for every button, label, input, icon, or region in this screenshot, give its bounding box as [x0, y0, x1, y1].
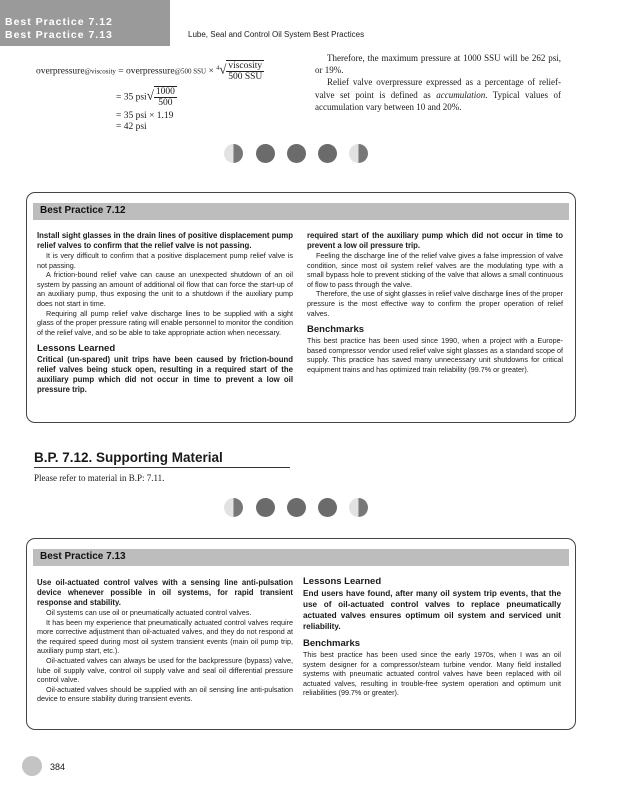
separator-dot-icon: [318, 498, 337, 517]
formula-times: ×: [208, 66, 214, 77]
bp713-para-3: Oil-actuated valves can always be used for the backpressure (bypass) valve, lube oil supply valve, control oil supply valve and seal oil differential pressure control valve.: [37, 655, 293, 685]
bp712-lessons-continued: required start of the auxiliary pump which did not occur in time to prevent a low oil pressure trip.: [307, 231, 563, 250]
formula-line-3: = 35 psi × 1.19: [116, 111, 174, 121]
formula-visc-den: 500 SSU: [228, 72, 263, 83]
bp713-lead: Use oil-actuated control valves with a sensing line anti-pulsation device whenever possible in oil systems, for rapid transient response and stability.: [37, 578, 293, 607]
separator-dot-icon: [287, 144, 306, 163]
separator-dot-icon: [349, 498, 368, 517]
bp713-benchmarks-heading: Benchmarks: [303, 638, 361, 649]
formula-l2-den: 500: [158, 98, 173, 109]
best-practice-713-box: [26, 538, 576, 730]
bp712-lessons-lead: Critical (un-spared) unit trips have been caused by friction-bound relief valves being stuck open, resulting in a required start of the auxiliary pump which did not occur in time to prevent a low oil pressure trip.: [37, 355, 293, 395]
separator-dot-icon: [224, 498, 243, 517]
supporting-material-text: Please refer to material in B.P: 7.11.: [34, 473, 165, 483]
formula-l2-prefix: = 35 psi: [116, 92, 147, 103]
supporting-title-rule: [34, 467, 290, 468]
bp712-lead: Install sight glasses in the drain lines of positive displacement pump relief valves to confirm that the relief valve is not passing.: [37, 231, 293, 250]
bp713-lessons: End users have found, after many oil system trip events, that the use of oil-actuated control valves to replace pneumatically actuated valves ensures optimum oil system and serviced unit reliability.: [303, 589, 561, 631]
bp712-para-2: A friction-bound relief valve can cause an unexpected shutdown of an oil system by passing an amount of additional oil flow that can force the start-up of an auxiliary pump, thus exposing the unit to a shutdown if the auxiliary pump does not start in time.: [37, 270, 293, 308]
formula-l2-fraction: [154, 86, 177, 108]
right-col-para-2: [315, 76, 561, 113]
bp713-benchmarks: This best practice has been used since the early 1970s, when I was an oil system designer for a compressor/steam turbine vendor. Many field installed systems with pneumatic actuated control valves have been replaced with oil actuated valves, resulting in trouble-free system operation and optimum unit reliabilities (99.7% or greater).: [303, 650, 561, 698]
bp713-right-column: [303, 576, 561, 698]
header-tab: [0, 0, 170, 46]
bp713-para-1: Oil systems can use oil or pneumatically actuated control valves.: [46, 608, 252, 617]
bp712-right-para-2: Therefore, the use of sight glasses in relief valve discharge lines of the proper pressure is the most effective way to confirm the proper operation of relief valves.: [307, 289, 563, 318]
running-header-title: Lube, Seal and Control Oil System Best Practices: [188, 30, 365, 39]
bp713-heading: Best Practice 7.13: [40, 551, 126, 562]
bp713-para-2: It has been my experience that pneumatically actuated control valves require more corrective adjustment than oil-actuated valves, and they do not respond at the required speed during most oil system transient events (main oil pump trip, auxiliary pump start, etc.).: [37, 617, 293, 656]
bp712-left-column: [37, 231, 293, 395]
header-bp-712: Best Practice 7.12: [5, 16, 113, 28]
formula-visc-num: viscosity: [228, 61, 263, 71]
formula-line-2: = 35 psi√ $\frac{1000}{500}$: [116, 87, 175, 109]
bp713-para-4: Oil-actuated valves should be supplied with an oil sensing line anti-pulsation device to ensure stability during transient events.: [37, 684, 293, 704]
formula-root-index: 4: [216, 65, 220, 72]
right-column-text: [315, 52, 561, 113]
formula-line-1: overpressure@viscosity = overpressure@500 SSU × $^4$√ $\frac{\text{viscosity}}{\text{500 SSU}}$: [36, 61, 263, 83]
separator-dot-icon: [349, 144, 368, 163]
formula-rhs-sub: @500 SSU: [174, 67, 207, 76]
bp713-heading-bar: [33, 549, 569, 566]
separator-dot-icon: [256, 498, 275, 517]
separator-dot-icon: [224, 144, 243, 163]
separator-dot-icon: [287, 498, 306, 517]
bp712-para-3: Requiring all pump relief valve discharge lines to be supplied with a sight glass of the proper pressure rating will enable personnel to monitor the condition of the relief valve, and so be able to take appropriate action when necessary.: [37, 308, 293, 337]
formula-lhs: overpressure: [36, 66, 85, 77]
bp712-lessons-heading: Lessons Learned: [37, 343, 116, 355]
bp712-heading: Best Practice 7.12: [40, 205, 126, 216]
bp712-benchmarks-heading: Benchmarks: [307, 324, 365, 336]
right-col-p2-a: Relief valve overpressure expressed as a percentage of relief-valve set point is defined as: [315, 77, 561, 100]
page-number-circle: [22, 756, 42, 776]
bp712-heading-bar: [33, 203, 569, 220]
supporting-material-title: B.P. 7.12. Supporting Material: [34, 450, 223, 465]
bp712-right-column: [307, 231, 563, 375]
right-col-p2-em: accumulation: [436, 89, 486, 100]
separator-dot-icon: [256, 144, 275, 163]
formula-eq: =: [118, 66, 124, 77]
separator-dot-icon: [318, 144, 337, 163]
formula-lhs-sub: @viscosity: [84, 67, 116, 76]
right-col-p2-b: . Typical values of accumulation vary between 10 and 20%.: [315, 89, 561, 112]
best-practice-712-box: [26, 192, 576, 423]
formula-rhs: overpressure: [126, 66, 175, 77]
formula-visc-fraction: [226, 60, 264, 82]
formula-l2-num: 1000: [155, 87, 175, 97]
bp712-benchmarks: This best practice has been used since 1990, when a project with a Europe-based compressor vendor used relief valve sight glasses as a standard scope of supply. This practice has saved many unnecessary unit shutdowns for critical equipment trains and has optimized train reliability (99.7% or greater).: [307, 336, 563, 374]
page-number: 384: [50, 762, 66, 772]
bp712-right-para-1: Feeling the discharge line of the relief valve gives a false impression of valve condition, since most oil system relief valves are the modulating type with a small bypass hole to prevent sticking of the valve that allows a small continuous of flow to pass through the valve.: [307, 251, 563, 289]
header-bp-713: Best Practice 7.13: [5, 29, 113, 41]
bp713-lessons-heading: Lessons Learned: [303, 576, 382, 587]
bp712-para-1: It is very difficult to confirm that a positive displacement pump relief valve is not passing.: [37, 251, 293, 270]
bp713-left-column: [37, 578, 293, 704]
right-col-para-1: Therefore, the maximum pressure at 1000 SSU will be 262 psi, or 19%.: [315, 53, 561, 76]
formula-line-4: = 42 psi: [116, 122, 147, 132]
